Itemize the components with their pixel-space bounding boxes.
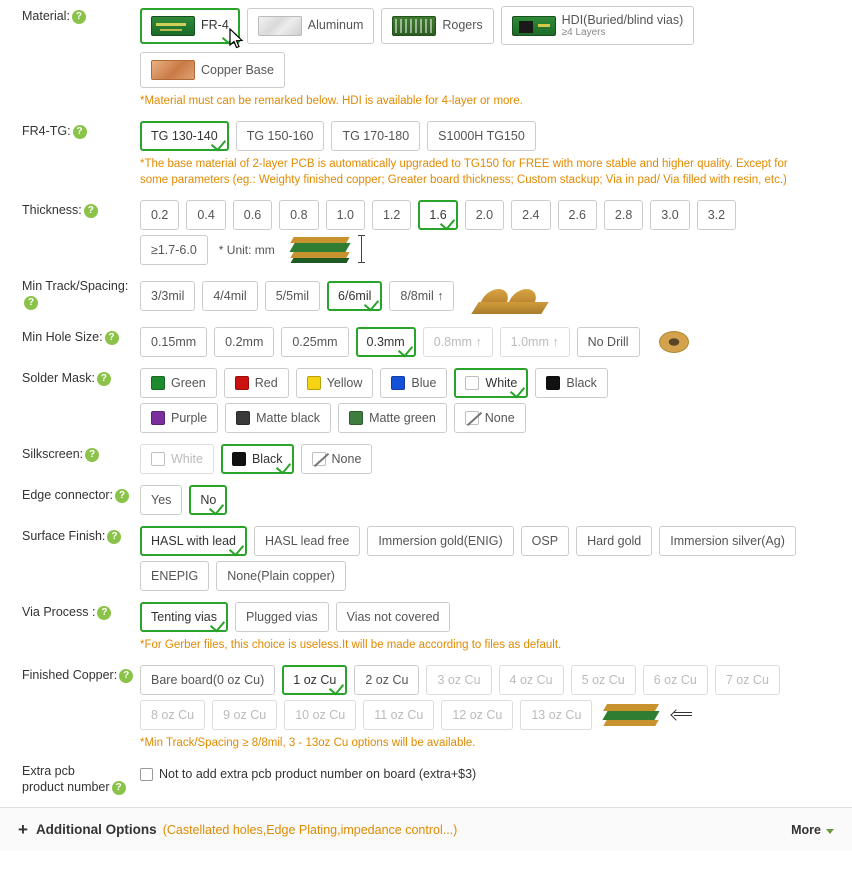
options-silkscreen: [140, 438, 852, 479]
row-silkscreen: [0, 438, 852, 479]
option-material-aluminum[interactable]: [247, 8, 375, 44]
label-min-track-spacing-text: Min Track/Spacing:: [22, 279, 129, 293]
option-label: 2.0: [475, 207, 494, 222]
option-copper-11oz[interactable]: [363, 700, 434, 730]
additional-options-title: Additional Options: [35, 822, 157, 837]
note-fr4tg: *The base material of 2-layer PCB is automatically upgraded to TG150 for FREE with more stable and higher quality. Except for some parameters (eg.: Weighty finished copper; Greater board thickness; Custom stackup; Via in pad/ Via filled with resin, etc.): [140, 158, 788, 186]
label-via-process: [0, 596, 140, 620]
option-mask-red[interactable]: [224, 368, 289, 398]
help-icon-track[interactable]: ?: [24, 296, 38, 310]
help-icon-fr4tg[interactable]: ?: [73, 125, 87, 139]
label-edge-connector: [0, 479, 140, 503]
hdi-board-icon: [512, 16, 556, 36]
option-label: Green: [171, 375, 206, 390]
option-label: FR-4: [201, 18, 229, 32]
option-label: Immersion gold(ENIG): [378, 533, 503, 548]
row-min-track-spacing: [0, 270, 852, 321]
option-label: 8 oz Cu: [151, 707, 195, 722]
option-mask-matte-black[interactable]: [225, 403, 331, 433]
options-thickness: [140, 194, 852, 270]
option-track-3-3mil[interactable]: [140, 281, 195, 311]
label-silkscreen-text: Silkscreen:: [22, 447, 84, 461]
option-mask-black[interactable]: [535, 368, 608, 398]
option-copper-12oz[interactable]: [441, 700, 513, 730]
chevron-down-icon: [826, 829, 834, 834]
option-label: 0.15mm: [151, 334, 197, 349]
thickness-arrow-icon: [361, 235, 362, 263]
help-icon-surface-finish[interactable]: ?: [107, 530, 121, 544]
option-mask-matte-green[interactable]: [338, 403, 447, 433]
option-label: TG 130-140: [151, 128, 218, 143]
label-extra-line2: product number: [22, 780, 110, 794]
option-label: 5/5mil: [275, 288, 310, 303]
option-label: Plugged vias: [246, 609, 318, 624]
option-copper-13oz[interactable]: [520, 700, 592, 730]
option-via-not-covered[interactable]: [336, 602, 451, 632]
option-label: 1.0mm ↑: [510, 334, 559, 349]
option-label: 0.6: [243, 207, 262, 222]
option-track-4-4mil[interactable]: [202, 281, 257, 311]
option-label: Hard gold: [587, 533, 642, 548]
option-label: 13 oz Cu: [531, 707, 582, 722]
label-fr4tg-text: FR4-TG:: [22, 124, 71, 138]
option-thickness-0-2[interactable]: [140, 200, 179, 230]
extra-pcb-checkbox-label: Not to add extra pcb product number on board (extra+$3): [159, 767, 477, 781]
option-label: 0.8mm ↑: [433, 334, 482, 349]
option-label: 1.6: [429, 207, 447, 222]
option-label: 4/4mil: [213, 288, 247, 303]
row-surface-finish: [0, 520, 852, 596]
option-hole-0-8mm[interactable]: [423, 327, 493, 357]
option-hole-1-0mm[interactable]: [500, 327, 570, 357]
none-swatch-icon: [312, 452, 326, 466]
label-edge-connector-text: Edge connector:: [22, 488, 114, 502]
option-copper-3oz[interactable]: [426, 665, 491, 695]
option-label: 2 oz Cu: [365, 672, 409, 687]
rogers-board-icon: [392, 16, 436, 36]
label-finished-copper-text: Finished Copper:: [22, 668, 118, 682]
track-spacing-illustration: [475, 276, 549, 316]
option-thickness-1-7-6-0[interactable]: [140, 235, 208, 265]
option-label: 8/8mil ↑: [400, 288, 444, 303]
help-icon-hole[interactable]: ?: [105, 331, 119, 345]
row-solder-mask: [0, 362, 852, 438]
label-extra-pcb-product-number: [0, 757, 140, 795]
row-fr4tg: [0, 115, 852, 194]
option-label: ≥1.7-6.0: [151, 242, 197, 257]
option-mask-purple[interactable]: [140, 403, 218, 433]
option-label: 3.0: [661, 207, 679, 222]
options-fr4tg: [140, 115, 852, 194]
option-label: TG 170-180: [342, 128, 410, 143]
label-via-process-text: Via Process :: [22, 605, 96, 619]
option-label: HASL with lead: [151, 533, 236, 548]
option-label: 5 oz Cu: [581, 672, 625, 687]
option-label: 3.2: [707, 207, 726, 222]
option-label-wrap: [562, 13, 684, 38]
option-label: Bare board(0 oz Cu): [151, 672, 265, 687]
label-min-track-spacing: [0, 270, 140, 310]
none-swatch-icon: [465, 411, 479, 425]
label-material: [0, 0, 140, 24]
row-via-process: [0, 596, 852, 659]
option-surface-enepig[interactable]: [140, 561, 209, 591]
option-thickness-3-0[interactable]: [650, 200, 689, 230]
option-surface-enig[interactable]: [367, 526, 513, 556]
color-swatch-icon: [546, 376, 560, 390]
option-material-copper-base[interactable]: [140, 52, 285, 88]
option-thickness-1-6[interactable]: [418, 200, 457, 230]
option-label: Yellow: [326, 375, 363, 390]
note-material: *Material must can be remarked below. HDI is available for 4-layer or more.: [140, 95, 523, 107]
option-label: Vias not covered: [346, 609, 440, 624]
additional-options-bar[interactable]: [0, 807, 852, 851]
option-mask-green[interactable]: [140, 368, 217, 398]
color-swatch-icon: [465, 376, 479, 390]
label-solder-mask: [0, 362, 140, 386]
option-label: 0.4: [197, 207, 215, 222]
board-thickness-illustration: [292, 235, 352, 265]
option-label: Black: [566, 375, 597, 390]
option-label: Red: [254, 375, 278, 390]
option-label: White: [171, 451, 203, 466]
row-thickness: [0, 194, 852, 270]
color-swatch-icon: [307, 376, 321, 390]
option-label: 11 oz Cu: [374, 707, 424, 722]
option-hole-0-15mm[interactable]: [140, 327, 207, 357]
option-label: 4 oz Cu: [509, 672, 553, 687]
option-surface-none-plain-copper[interactable]: [216, 561, 346, 591]
option-thickness-2-8[interactable]: [604, 200, 643, 230]
option-label: 2.6: [568, 207, 586, 222]
label-fr4tg: [0, 115, 140, 139]
option-silkscreen-none[interactable]: [301, 444, 373, 474]
option-label: Aluminum: [307, 18, 364, 32]
option-via-plugged[interactable]: [235, 602, 329, 632]
label-solder-mask-text: Solder Mask:: [22, 371, 95, 385]
option-hole-0-25mm[interactable]: [281, 327, 348, 357]
option-via-tenting[interactable]: [140, 602, 228, 632]
option-label: Rogers: [442, 18, 483, 32]
option-label: None: [331, 451, 362, 466]
option-material-rogers[interactable]: [381, 8, 493, 44]
option-label: No Drill: [587, 334, 629, 349]
option-label: 2.4: [522, 207, 540, 222]
option-surface-hasl-lead-free[interactable]: [254, 526, 360, 556]
label-silkscreen: [0, 438, 140, 462]
row-edge-connector: [0, 479, 852, 520]
option-label: 0.2mm: [225, 334, 264, 349]
row-material: [0, 0, 852, 115]
help-icon-extra-pcb[interactable]: ?: [112, 781, 126, 795]
row-finished-copper: [0, 659, 852, 757]
color-swatch-icon: [151, 452, 165, 466]
option-label: 7 oz Cu: [725, 672, 769, 687]
option-label: 0.2: [151, 207, 169, 222]
checkbox-icon[interactable]: [140, 768, 153, 781]
option-label: Tenting vias: [151, 609, 218, 624]
label-min-hole-size: [0, 321, 140, 345]
option-track-6-6mil[interactable]: [327, 281, 382, 311]
option-copper-7oz[interactable]: [715, 665, 780, 695]
option-hole-no-drill[interactable]: [577, 327, 640, 357]
color-swatch-icon: [151, 411, 165, 425]
label-finished-copper: [0, 659, 140, 683]
extra-pcb-checkbox-row[interactable]: [140, 767, 476, 781]
color-swatch-icon: [151, 376, 165, 390]
option-track-8-8mil[interactable]: [389, 281, 454, 311]
option-label: Blue: [411, 375, 437, 390]
option-copper-2oz[interactable]: [354, 665, 419, 695]
option-thickness-2-4[interactable]: [511, 200, 550, 230]
option-thickness-1-2[interactable]: [372, 200, 411, 230]
option-silkscreen-black[interactable]: [221, 444, 294, 474]
option-mask-blue[interactable]: [380, 368, 447, 398]
options-finished-copper: [140, 659, 852, 757]
option-label: 1.2: [382, 207, 401, 222]
option-surface-immersion-silver[interactable]: [659, 526, 796, 556]
option-label: OSP: [531, 533, 559, 548]
option-tg-130-140[interactable]: [140, 121, 229, 151]
color-swatch-icon: [235, 376, 249, 390]
help-icon-solder-mask[interactable]: ?: [97, 372, 111, 386]
option-thickness-0-4[interactable]: [186, 200, 225, 230]
option-label: 1 oz Cu: [293, 672, 337, 687]
option-edge-no[interactable]: [189, 485, 227, 515]
more-toggle[interactable]: [791, 823, 834, 837]
label-extra-line1: Extra pcb: [22, 764, 75, 778]
help-icon-finished-copper[interactable]: ?: [119, 669, 133, 683]
option-surface-hasl-with-lead[interactable]: [140, 526, 247, 556]
option-label: 6/6mil: [338, 288, 372, 303]
option-copper-10oz[interactable]: [284, 700, 356, 730]
help-icon-thickness[interactable]: ?: [84, 204, 98, 218]
color-swatch-icon: [236, 411, 250, 425]
option-label: White: [485, 375, 518, 390]
option-thickness-1-0[interactable]: [326, 200, 365, 230]
option-sublabel: ≥4 Layers: [561, 27, 606, 38]
more-label: More: [791, 822, 821, 837]
option-label: 0.3mm: [366, 334, 405, 349]
options-solder-mask: [140, 362, 852, 438]
help-icon-silkscreen[interactable]: ?: [85, 448, 99, 462]
option-surface-osp[interactable]: [521, 526, 569, 556]
option-label: S1000H TG150: [438, 128, 525, 143]
option-label: TG 150-160: [246, 128, 314, 143]
option-thickness-2-6[interactable]: [558, 200, 597, 230]
label-surface-finish-text: Surface Finish:: [22, 529, 106, 543]
options-edge-connector: [140, 479, 852, 520]
option-edge-yes[interactable]: [140, 485, 182, 515]
option-thickness-0-8[interactable]: [279, 200, 318, 230]
option-material-hdi[interactable]: [501, 6, 695, 45]
option-mask-none[interactable]: [454, 403, 526, 433]
option-label: 10 oz Cu: [295, 707, 346, 722]
option-label: 3/3mil: [151, 288, 185, 303]
option-copper-9oz[interactable]: [212, 700, 277, 730]
help-icon-material[interactable]: ?: [72, 10, 86, 24]
option-label: 0.25mm: [292, 334, 338, 349]
option-label: 12 oz Cu: [452, 707, 503, 722]
label-thickness-text: Thickness:: [22, 203, 82, 217]
option-copper-1oz[interactable]: [282, 665, 347, 695]
option-label: HDI(Buried/blind vias): [561, 13, 684, 27]
note-via-process: *For Gerber files, this choice is useless.It will be made according to files as default.: [140, 639, 562, 651]
option-label: Immersion silver(Ag): [670, 533, 785, 548]
help-icon-via-process[interactable]: ?: [97, 606, 111, 620]
option-thickness-3-2[interactable]: [697, 200, 736, 230]
option-label: 1.0: [336, 207, 354, 222]
aluminum-board-icon: [258, 16, 302, 36]
drill-hole-icon: [659, 331, 689, 353]
options-material: [140, 0, 852, 115]
option-label: None(Plain copper): [227, 568, 335, 583]
option-label: 6 oz Cu: [653, 672, 697, 687]
thickness-unit-note: * Unit: mm: [218, 243, 275, 257]
label-material-text: Material:: [22, 9, 70, 23]
option-tg-150-160[interactable]: [236, 121, 325, 151]
option-label: Yes: [151, 492, 172, 507]
label-min-hole-size-text: Min Hole Size:: [22, 330, 103, 344]
copper-thickness-arrow-icon: [670, 707, 696, 723]
option-label: 3 oz Cu: [437, 672, 481, 687]
options-min-hole-size: [140, 321, 852, 362]
option-copper-6oz[interactable]: [643, 665, 708, 695]
option-label: Black: [251, 451, 283, 466]
label-surface-finish: [0, 520, 140, 544]
color-swatch-icon: [349, 411, 363, 425]
help-icon-edge-connector[interactable]: ?: [115, 489, 129, 503]
row-extra-pcb-product-number: [0, 757, 852, 795]
option-surface-hard-gold[interactable]: [576, 526, 652, 556]
option-material-fr4[interactable]: [140, 8, 240, 44]
fr4-board-icon: [151, 16, 195, 36]
option-copper-8oz[interactable]: [140, 700, 205, 730]
option-label: 2.8: [614, 207, 633, 222]
option-label: 9 oz Cu: [223, 707, 267, 722]
plus-icon[interactable]: +: [18, 819, 28, 839]
color-swatch-icon: [232, 452, 246, 466]
option-tg-170-180[interactable]: [331, 121, 420, 151]
options-extra-pcb: [140, 757, 852, 786]
option-mask-yellow[interactable]: [296, 368, 374, 398]
option-thickness-2-0[interactable]: [465, 200, 504, 230]
option-copper-4oz[interactable]: [499, 665, 564, 695]
option-label: Matte black: [256, 410, 321, 425]
option-s1000h-tg150[interactable]: [427, 121, 536, 151]
additional-options-subtitle: (Castellated holes,Edge Plating,impedance control...): [162, 822, 458, 837]
options-via-process: [140, 596, 852, 659]
copper-base-icon: [151, 60, 195, 80]
option-label: 0.8: [290, 207, 308, 222]
option-hole-0-3mm[interactable]: [356, 327, 416, 357]
option-label: Matte green: [369, 410, 436, 425]
option-label: Purple: [171, 410, 208, 425]
option-label: No: [200, 492, 217, 507]
option-copper-5oz[interactable]: [571, 665, 636, 695]
option-label: ENEPIG: [151, 568, 199, 583]
option-thickness-0-6[interactable]: [233, 200, 272, 230]
row-min-hole-size: [0, 321, 852, 362]
copper-thickness-illustration: [605, 700, 661, 730]
note-finished-copper: *Min Track/Spacing ≥ 8/8mil, 3 - 13oz Cu options will be available.: [140, 737, 476, 749]
option-track-5-5mil[interactable]: [265, 281, 320, 311]
option-label: HASL lead free: [265, 533, 350, 548]
option-copper-bare-board[interactable]: [140, 665, 275, 695]
option-label: Copper Base: [201, 62, 274, 77]
option-hole-0-2mm[interactable]: [214, 327, 274, 357]
option-silkscreen-white[interactable]: [140, 444, 214, 474]
options-min-track-spacing: [140, 270, 852, 321]
label-thickness: [0, 194, 140, 218]
label-extra-line2-wrap: [22, 779, 140, 795]
option-label: None: [484, 410, 515, 425]
option-mask-white[interactable]: [454, 368, 528, 398]
options-surface-finish: [140, 520, 852, 596]
color-swatch-icon: [391, 376, 405, 390]
